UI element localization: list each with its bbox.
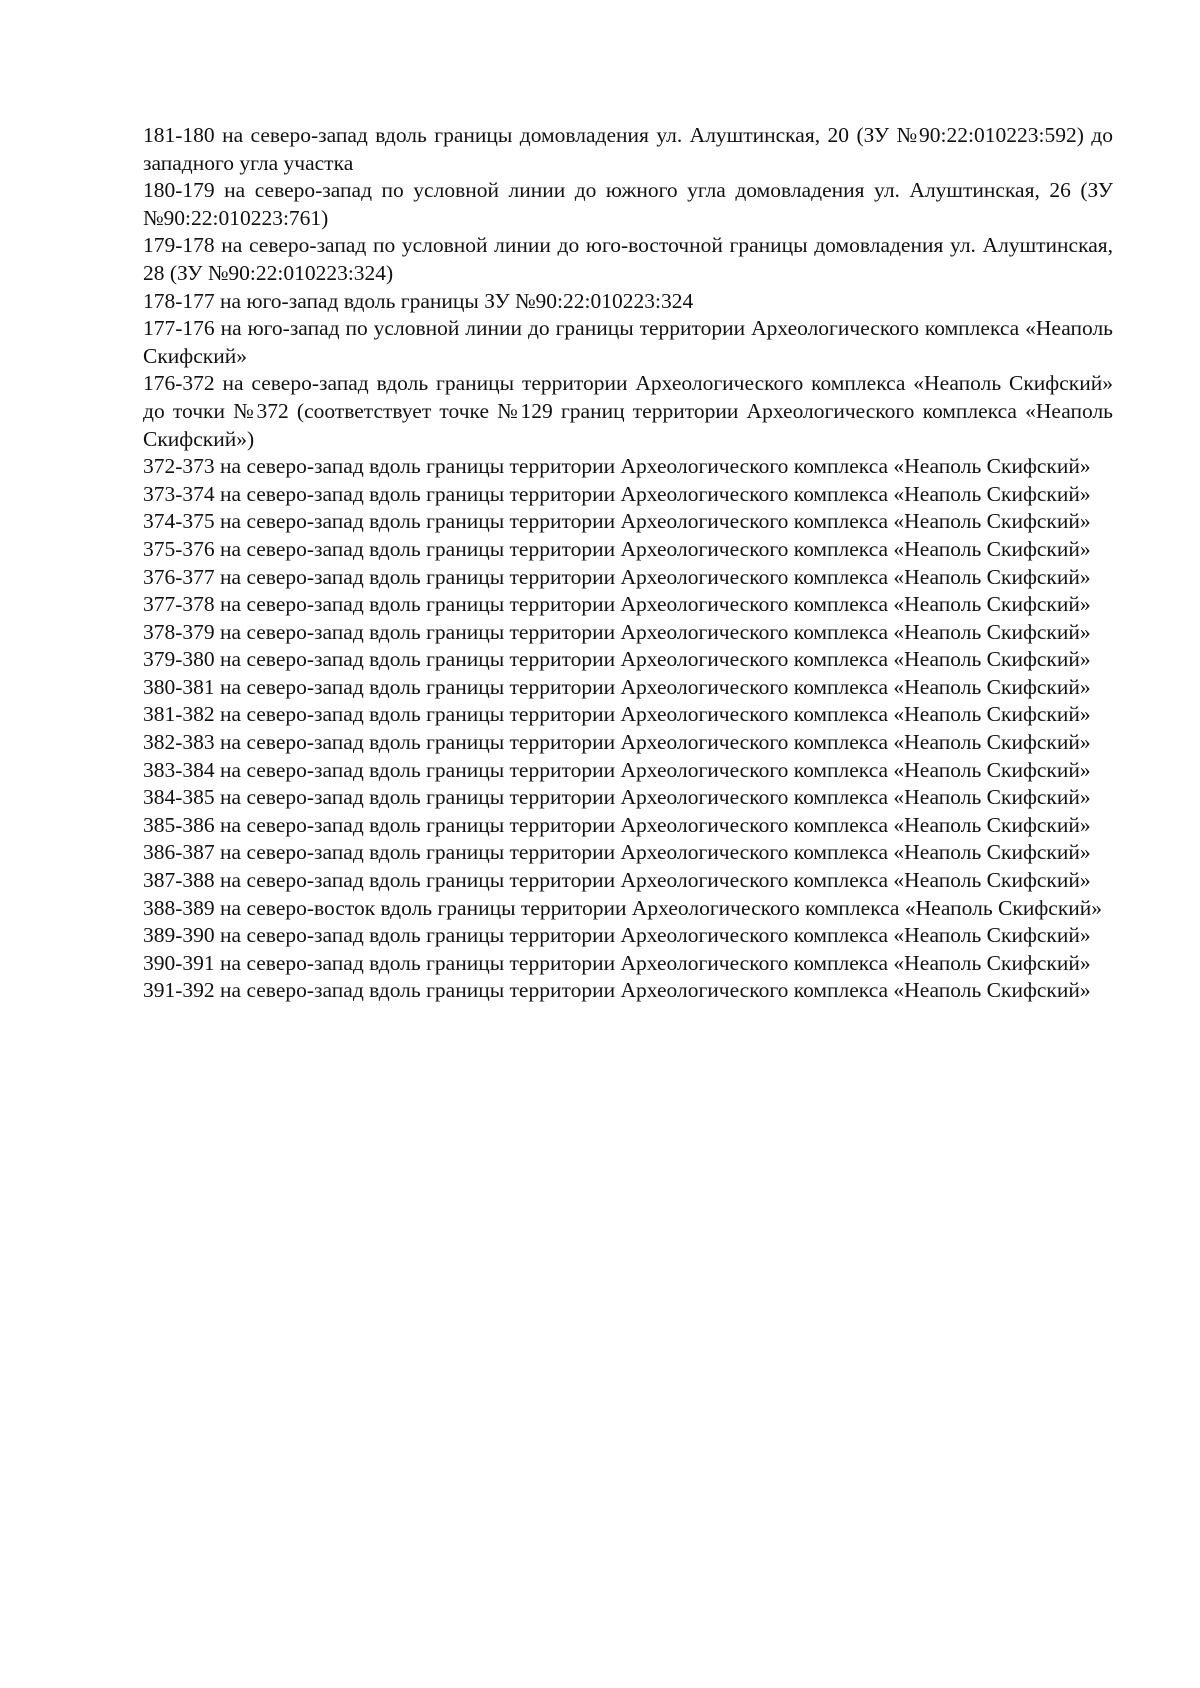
boundary-segment-entry: 385-386 на северо-запад вдоль границы территории Археологического комплекса «Неаполь Скифский» xyxy=(143,812,1091,837)
boundary-segment-entry: 380-381 на северо-запад вдоль границы территории Археологического комплекса «Неаполь Скифский» xyxy=(143,674,1091,699)
boundary-segment-entry: 379-380 на северо-запад вдоль границы территории Археологического комплекса «Неаполь Скифский» xyxy=(143,647,1091,672)
boundary-segment-entry: 180-179 на северо-запад по условной линии до южного угла домовладения ул. Алуштинская, 26 (ЗУ №90:22:010223:761) xyxy=(143,178,1113,230)
boundary-segment-entry: 176-372 на северо-запад вдоль границы территории Археологического комплекса «Неаполь Скифский» до точки №372 (соответствует точке №129 границ территории Археологического комплекса «Неаполь Скифский») xyxy=(143,371,1113,451)
boundary-segment-entry: 373-374 на северо-запад вдоль границы территории Археологического комплекса «Неаполь Скифский» xyxy=(143,481,1091,506)
boundary-segment-entry: 377-378 на северо-запад вдоль границы территории Археологического комплекса «Неаполь Скифский» xyxy=(143,592,1091,617)
boundary-segment-entry: 388-389 на северо-восток вдоль границы территории Археологического комплекса «Неаполь Скифский» xyxy=(143,895,1103,920)
boundary-segment-entry: 384-385 на северо-запад вдоль границы территории Археологического комплекса «Неаполь Скифский» xyxy=(143,785,1091,810)
boundary-segment-entry: 372-373 на северо-запад вдоль границы территории Археологического комплекса «Неаполь Скифский» xyxy=(143,454,1091,479)
boundary-segment-entry: 383-384 на северо-запад вдоль границы территории Археологического комплекса «Неаполь Скифский» xyxy=(143,757,1091,782)
boundary-segment-entry: 389-390 на северо-запад вдоль границы территории Археологического комплекса «Неаполь Скифский» xyxy=(143,923,1091,948)
boundary-segment-entry: 376-377 на северо-запад вдоль границы территории Археологического комплекса «Неаполь Скифский» xyxy=(143,564,1091,589)
boundary-segment-entry: 177-176 на юго-запад по условной линии до границы территории Археологического комплекса «Неаполь Скифский» xyxy=(143,316,1113,368)
boundary-segment-entry: 386-387 на северо-запад вдоль границы территории Археологического комплекса «Неаполь Скифский» xyxy=(143,840,1091,865)
boundary-segment-entry: 391-392 на северо-запад вдоль границы территории Археологического комплекса «Неаполь Скифский» xyxy=(143,978,1091,1003)
boundary-description-text xyxy=(143,122,1113,1005)
boundary-segment-entry: 378-379 на северо-запад вдоль границы территории Археологического комплекса «Неаполь Скифский» xyxy=(143,619,1091,644)
boundary-segment-entry: 374-375 на северо-запад вдоль границы территории Археологического комплекса «Неаполь Скифский» xyxy=(143,509,1091,534)
boundary-segment-entry: 179-178 на северо-запад по условной линии до юго-восточной границы домовладения ул. Алуштинская, 28 (ЗУ №90:22:010223:324) xyxy=(143,233,1113,285)
boundary-segment-entry: 381-382 на северо-запад вдоль границы территории Археологического комплекса «Неаполь Скифский» xyxy=(143,702,1091,727)
boundary-segment-entry: 382-383 на северо-запад вдоль границы территории Археологического комплекса «Неаполь Скифский» xyxy=(143,730,1091,755)
boundary-segment-entry: 178-177 на юго-запад вдоль границы ЗУ №90:22:010223:324 xyxy=(143,288,694,313)
boundary-segment-entry: 390-391 на северо-запад вдоль границы территории Археологического комплекса «Неаполь Скифский» xyxy=(143,950,1091,975)
boundary-segment-entry: 181-180 на северо-запад вдоль границы домовладения ул. Алуштинская, 20 (ЗУ №90:22:010223:592) до западного угла участка xyxy=(143,123,1113,175)
boundary-segment-entry: 375-376 на северо-запад вдоль границы территории Археологического комплекса «Неаполь Скифский» xyxy=(143,536,1091,561)
boundary-segment-entry: 387-388 на северо-запад вдоль границы территории Археологического комплекса «Неаполь Скифский» xyxy=(143,868,1091,893)
